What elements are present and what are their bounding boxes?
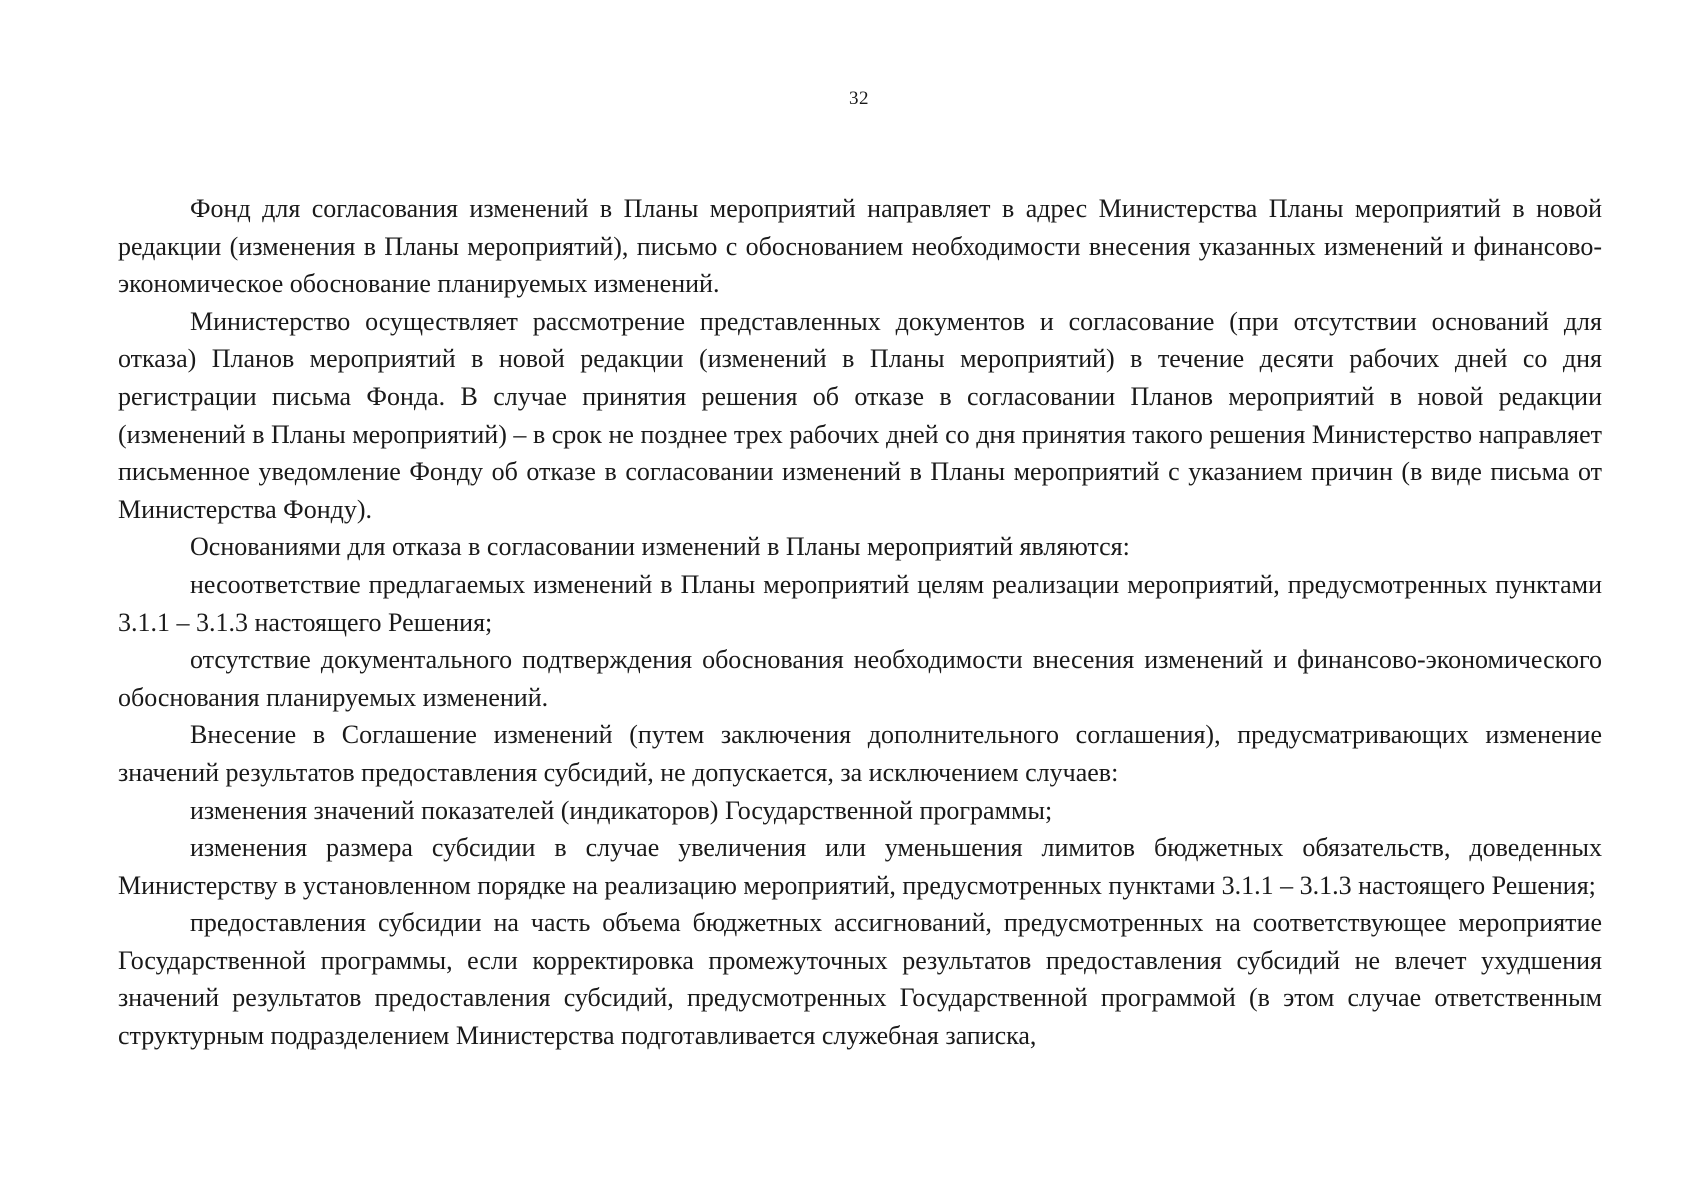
paragraph: предоставления субсидии на часть объема бюджетных ассигнований, предусмотренных на соответствующее мероприятие Государственной программы, если корректировка промежуточных результатов предоставления субсидий не влечет ухудшения значений результатов предоставления субсидий, предусмотренных Государственной программой (в этом случае ответственным структурным подразделением Министерства подготавливается служебная записка, [118,908,1602,1051]
paragraph: отсутствие документального подтверждения обоснования необходимости внесения изменений и финансово-экономического обоснования планируемых изменений. [118,645,1602,712]
page-number: 32 [849,88,869,109]
paragraph: изменения размера субсидии в случае увеличения или уменьшения лимитов бюджетных обязательств, доведенных Министерству в установленном порядке на реализацию мероприятий, предусмотренных пунктами 3.1.1 – 3.1.3 настоящего Решения; [118,833,1602,900]
paragraph: изменения значений показателей (индикаторов) Государственной программы; [190,795,1053,825]
paragraph: несоответствие предлагаемых изменений в Планы мероприятий целям реализации мероприятий, предусмотренных пунктами 3.1.1 – 3.1.3 настоящего Решения; [118,569,1602,637]
document-body [118,190,1602,1055]
paragraph: Внесение в Соглашение изменений (путем заключения дополнительного соглашения), предусматривающих изменение значений результатов предоставления субсидий, не допускается, за исключением случаев: [118,720,1602,787]
paragraph: Фонд для согласования изменений в Планы мероприятий направляет в адрес Министерства Планы мероприятий в новой редакции (изменения в Планы мероприятий), письмо с обоснованием необходимости внесения указанных изменений и финансово-экономическое обоснование планируемых изменений. [118,194,1602,299]
paragraph: Министерство осуществляет рассмотрение представленных документов и согласование (при отсутствии оснований для отказа) Планов мероприятий в новой редакции (изменений в Планы мероприятий) в течение десяти рабочих дней со дня регистрации письма Фонда. В случае принятия решения об отказе в согласовании Планов мероприятий в новой редакции (изменений в Планы мероприятий) – в срок не позднее трех рабочих дней со дня принятия такого решения Министерство направляет письменное уведомление Фонду об отказе в согласовании изменений в Планы мероприятий с указанием причин (в виде письма от Министерства Фонду). [118,306,1602,524]
paragraph: Основаниями для отказа в согласовании изменений в Планы мероприятий являются: [190,532,1130,562]
